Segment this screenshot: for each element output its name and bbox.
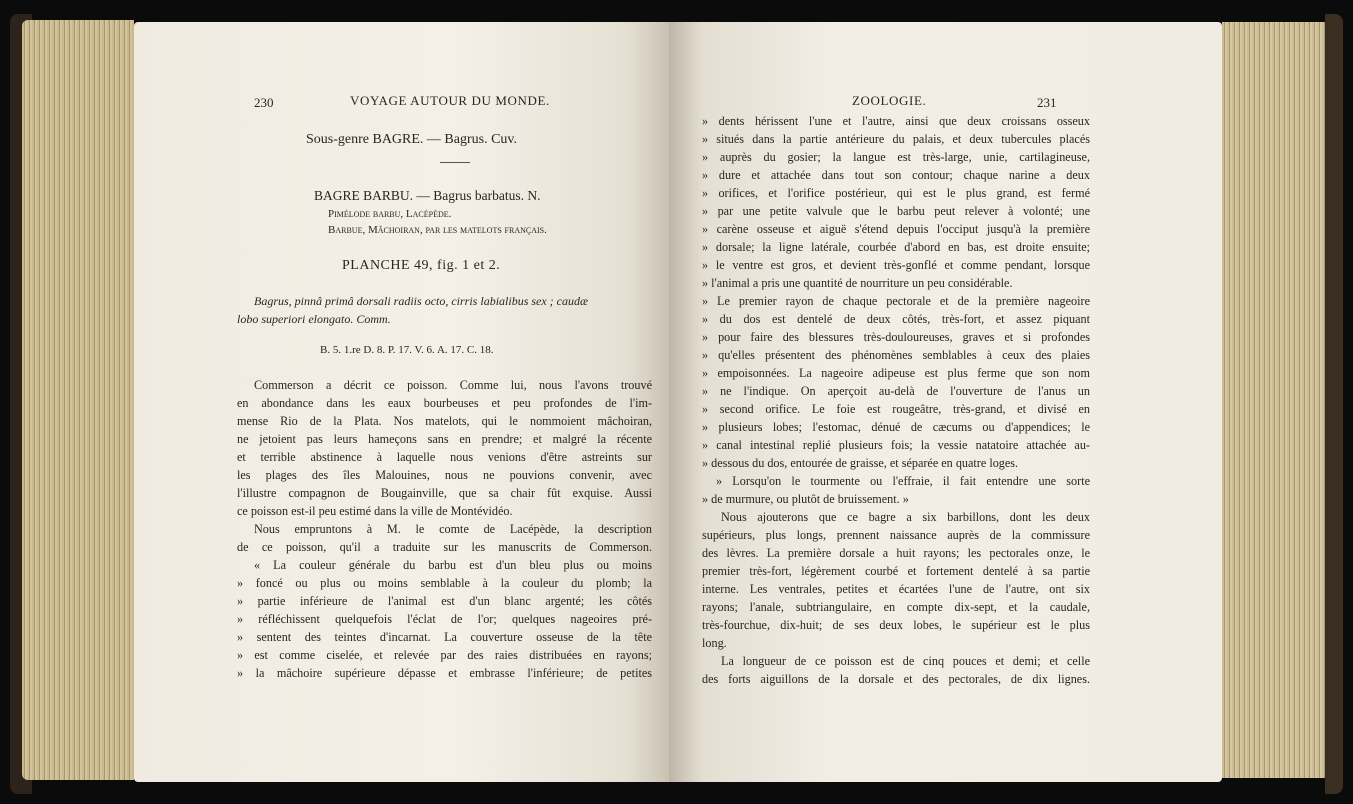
body-line: Commerson a décrit ce poisson. Comme lui, nous l'avons trouvé [254, 378, 652, 392]
body-line: » canal intestinal replié plusieurs fois; la vessie natatoire attachée au- [702, 438, 1090, 452]
body-line: » Le premier rayon de chaque pectorale et de la première nageoire [702, 294, 1090, 308]
body-line: rayons; l'anale, subtriangulaire, en compte dix-sept, et la caudale, [702, 600, 1090, 614]
body-line: supérieurs, plus longs, prennent naissance auprès de la commissure [702, 528, 1090, 542]
body-line: premier très-fort, légèrement courbé et fortement dentelé à sa partie [702, 564, 1090, 578]
body-line: Nous ajouterons que ce bagre a six barbillons, dont les deux [721, 510, 1090, 524]
running-head-left: VOYAGE AUTOUR DU MONDE. [350, 93, 550, 108]
body-line: » le ventre est gros, et devient très-gonflé et comme pendant, lorsque [702, 258, 1090, 272]
body-line: » dure et attachée dans tout son contour; chaque narine a deux [702, 168, 1090, 182]
body-line: » est comme ciselée, et relevée par des raies distribuées en rayons; [237, 648, 652, 662]
body-line: » la mâchoire supérieure dépasse et embrasse l'inférieure; de petites [237, 666, 652, 680]
page-edges-right [1222, 22, 1330, 778]
body-line: » ne l'indique. On aperçoit au-delà de l'ouverture de l'anus un [702, 384, 1090, 398]
body-line: de ce poisson, qu'il a traduite sur les manuscrits de Commerson. [237, 540, 652, 554]
body-line: des forts aiguillons de la dorsale et des pectorales, de dix lignes. [702, 672, 1090, 686]
body-line: des lèvres. La première dorsale a huit rayons; les pectorales onze, le [702, 546, 1090, 560]
body-line: » du dos est dentelé de deux côtés, très-fort, et assez piquant [702, 312, 1090, 326]
body-line: » Lorsqu'on le tourmente ou l'effraie, il fait entendre une sorte [716, 474, 1090, 488]
body-line: » dents hérissent l'une et l'autre, ainsi que deux croissans osseux [702, 114, 1090, 128]
page-edges-left [22, 20, 134, 780]
body-line: La longueur de ce poisson est de cinq pouces et demi; et celle [721, 654, 1090, 668]
body-line: » carène osseuse et aiguë s'étend depuis l'occiput jusqu'à la première [702, 222, 1090, 236]
body-line: ce poisson est-il peu estimé dans la ville de Montévidéo. [237, 504, 513, 518]
body-line: » second orifice. Le foie est rougeâtre, très-grand, et divisé en [702, 402, 1090, 416]
body-line: » par une petite valvule que le barbu peut relever à volonté; une [702, 204, 1090, 218]
book-cover-right [1325, 14, 1343, 794]
body-line: mense Rio de la Plata. Nos matelots, qui le nommoient mâchoiran, [237, 414, 652, 428]
body-line: interne. Les ventrales, petites et écartées l'une de l'autre, ont six [702, 582, 1090, 596]
body-line: » l'animal a pris une quantité de nourriture un peu considérable. [702, 276, 1013, 290]
right-page [669, 22, 1222, 782]
body-line: » de murmure, ou plutôt de bruissement. » [702, 492, 909, 506]
body-line: » empoisonnées. La nageoire adipeuse est plus ferme que son nom [702, 366, 1090, 380]
fin-formula: B. 5. 1.re D. 8. P. 17. V. 6. A. 17. C. 18. [320, 344, 494, 356]
page-number-left: 230 [254, 95, 274, 110]
latin-diagnosis-2: lobo superiori elongato. Comm. [237, 312, 391, 326]
body-line: et terrible abstinence à laquelle nous venions d'être astreints sur [237, 450, 652, 464]
body-line: l'illustre compagnon de Bougainville, que sa chair fût exquise. Aussi [237, 486, 652, 500]
body-line: » qu'elles présentent des phénomènes semblables à ceux des plaies [702, 348, 1090, 362]
body-line: « La couleur générale du barbu est d'un bleu plus ou moins [254, 558, 652, 572]
latin-diagnosis-1: Bagrus, pinnâ primâ dorsali radiis octo, cirris labialibus sex ; caudæ [254, 294, 589, 308]
body-line: très-fourchue, dix-huit; de ses deux lobes, le supérieur est le plus [702, 618, 1090, 632]
body-line: » partie inférieure de l'animal est d'un blanc argenté; les côtés [237, 594, 652, 608]
body-line: » situés dans la partie antérieure du palais, et deux tubercules placés [702, 132, 1090, 146]
body-line: long. [702, 636, 727, 650]
species-title: BAGRE BARBU. — Bagrus barbatus. N. [314, 188, 541, 203]
body-line: » orifices, et l'orifice postérieur, qui est le plus grand, est fermé [702, 186, 1090, 200]
body-line: » réfléchissent quelquefois l'éclat de l'or; quelques nageoires pré- [237, 612, 652, 626]
body-line: » foncé ou plus ou moins semblable à la couleur du plomb; la [237, 576, 652, 590]
body-line: » plusieurs lobes; l'estomac, dénué de cæcums ou d'appendices; le [702, 420, 1090, 434]
body-line: » auprès du gosier; la langue est très-large, unie, cartilagineuse, [702, 150, 1090, 164]
running-head-right: ZOOLOGIE. [852, 93, 927, 108]
body-line: ne jetoient pas leurs hameçons sans en prendre; et malgré la récente [237, 432, 652, 446]
plate-reference: PLANCHE 49, fig. 1 et 2. [342, 258, 501, 273]
subgenus-heading: Sous-genre BAGRE. — Bagrus. Cuv. [306, 132, 518, 147]
body-line: les plages des îles Malouines, nous ne pouvions convenir, avec [237, 468, 652, 482]
body-line: » dessous du dos, entourée de graisse, et séparée en quatre loges. [702, 456, 1019, 470]
body-line: » pour faire des blessures très-douloureuses, graves et si profondes [702, 330, 1090, 344]
synonym-2: Barbue, Mâchoiran, par les matelots français. [328, 224, 547, 236]
body-line: Nous empruntons à M. le comte de Lacépède, la description [254, 522, 652, 536]
page-number-right: 231 [1037, 95, 1057, 110]
synonym-1: Pimélode barbu, Lacépède. [328, 208, 452, 220]
body-line: » sentent des teintes d'incarnat. La couverture osseuse de la tête [237, 630, 652, 644]
body-line: » dorsale; la ligne latérale, courbée d'abord en bas, est droite ensuite; [702, 240, 1090, 254]
divider [440, 162, 470, 163]
left-page [134, 22, 669, 782]
body-line: en abondance dans les eaux bourbeuses et peu profondes de l'im- [237, 396, 652, 410]
